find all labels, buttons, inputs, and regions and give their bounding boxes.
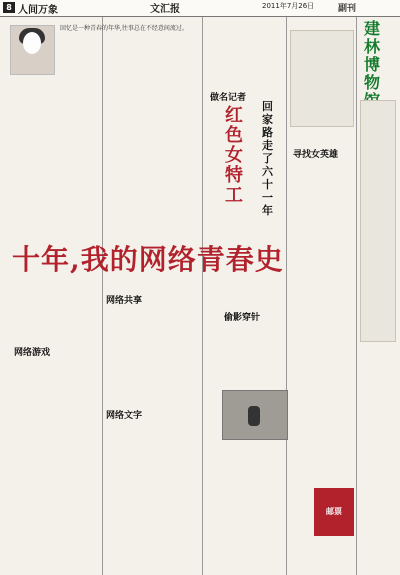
historical-photo — [222, 390, 288, 440]
publication-date: 2011年7月26日 — [262, 2, 315, 10]
page-number: 8 — [3, 2, 15, 13]
photo-figure — [248, 406, 260, 426]
brief-news-box — [290, 30, 354, 127]
right-header: 副刊 — [338, 4, 357, 14]
vertical-black-headline: 回家路走了六十一年 — [262, 100, 273, 217]
newspaper-title: 文汇报 — [150, 4, 180, 15]
section-title-c: 网络文字 — [106, 411, 143, 421]
divider-3 — [286, 17, 287, 575]
portrait-face — [23, 32, 41, 54]
museum-headline: 建林博物 — [364, 19, 381, 92]
section-title-e: 偷影穿针 — [224, 313, 261, 323]
divider-4 — [356, 17, 357, 575]
main-headline: 十年,我的网络青春史 — [12, 243, 284, 276]
section-title-f: 寻找女英雄 — [293, 150, 339, 160]
vertical-red-headline: 红色女特工 — [225, 105, 243, 206]
top-header-bar — [0, 0, 400, 17]
section-title-b: 网络共享 — [106, 296, 143, 306]
divider-1 — [102, 17, 103, 575]
right-news-column — [360, 100, 396, 342]
intro-text: 回忆是一种青春的年华,往事总在不经意间流过。 — [60, 25, 188, 32]
divider-2 — [202, 17, 203, 575]
stamp-image: 邮票 — [314, 488, 354, 536]
section-title-a: 网络游戏 — [14, 348, 51, 358]
section-title-d: 做名记者 — [210, 93, 247, 103]
author-portrait — [10, 25, 55, 75]
column-name: 人间万象 — [18, 5, 58, 16]
